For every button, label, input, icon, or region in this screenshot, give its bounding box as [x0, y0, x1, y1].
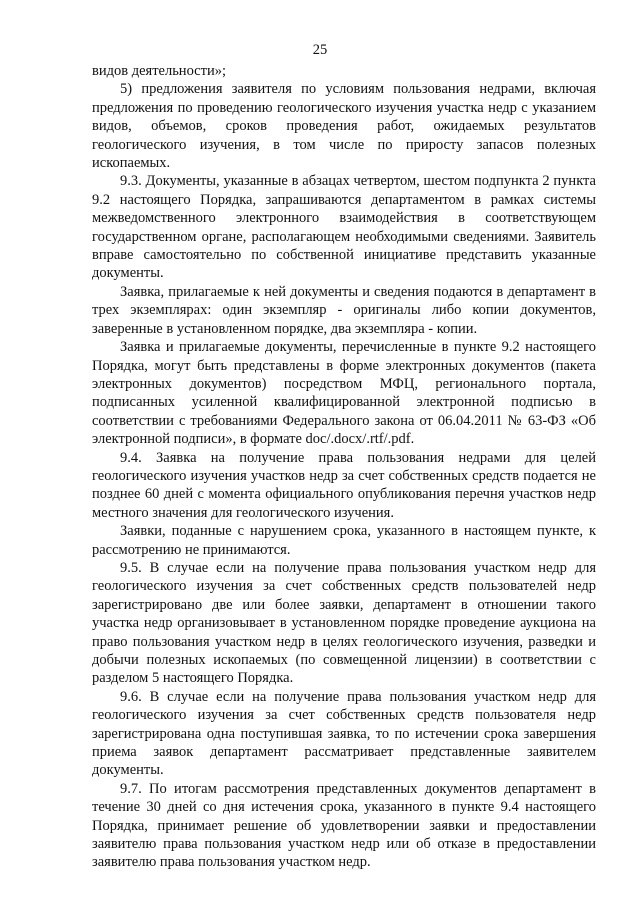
paragraph-9-3: 9.3. Документы, указанные в абзацах четвертом, шестом подпункта 2 пункта 9.2 настоящего Порядка, запрашиваются департаментом в рамках системы межведомственного электронного взаимодействия в соответствующем государственном органе, располагающем необходимыми сведениями. Заявитель вправе самостоятельно по собственной инициативе представить указанные документы. — [92, 173, 596, 282]
paragraph-9-5: 9.5. В случае если на получение права пользования участком недр для геологического изучения за счет собственных средств пользователей недр зарегистрировано две или более заявки, департамент в отношении такого участка недр организовывает в установленном порядке проведение аукциона на право пользования участком недр в целях геологического изучения, разведки и добычи полезных ископаемых (по совмещенной лицензии) в соответствии с разделом 5 настоящего Порядка. — [92, 559, 596, 687]
paragraph-item-5: 5) предложения заявителя по условиям пользования недрами, включая предложения по проведению геологического изучения участка недр с указанием видов, объемов, сроков проведения работ, ожидаемых результатов геологического изучения, в том числе по приросту запасов полезных ископаемых. — [92, 81, 596, 172]
paragraph-electronic-documents: Заявка и прилагаемые документы, перечисленные в пункте 9.2 настоящего Порядка, могут быть представлены в форме электронных документов (пакета электронных документов) посредством МФЦ, регионального портала, подписанных усиленной квалифицированной электронной подписью в соответствии с требованиями Федерального закона от 06.04.2011 № 63-ФЗ «Об электронной подписи», в формате doc/.docx/.rtf/.pdf. — [92, 339, 596, 448]
document-body — [92, 62, 596, 872]
paragraph-late-applications: Заявки, поданные с нарушением срока, указанного в настоящем пункте, к рассмотрению не принимаются. — [92, 523, 596, 558]
paragraph-9-4: 9.4. Заявка на получение права пользования недрами для целей геологического изучения участков недр за счет собственных средств подается не позднее 60 дней с момента официального опубликования перечня участков недр местного значения для геологического изучения. — [92, 449, 596, 521]
page-number: 25 — [312, 42, 328, 58]
paragraph-application-copies: Заявка, прилагаемые к ней документы и сведения подаются в департамент в трех экземплярах: один экземпляр - оригиналы либо копии документов, заверенные в установленном порядке, два экземпляра - копии. — [92, 283, 596, 337]
paragraph-continuation: видов деятельности»; — [92, 63, 226, 79]
paragraph-9-7: 9.7. По итогам рассмотрения представленных документов департамент в течение 30 дней со дня истечения срока, указанного в пункте 9.4 настоящего Порядка, принимает решение об удовлетворении заявки и предоставлении заявителю права пользования участком недр или об отказе в предоставлении заявителю права пользования участком недр. — [92, 780, 596, 871]
paragraph-9-6: 9.6. В случае если на получение права пользования участком недр для геологического изучения за счет собственных средств пользователя недр зарегистрирована одна поступившая заявка, то по истечении срока завершения приема заявок департамент рассматривает представленные заявителем документы. — [92, 688, 596, 779]
